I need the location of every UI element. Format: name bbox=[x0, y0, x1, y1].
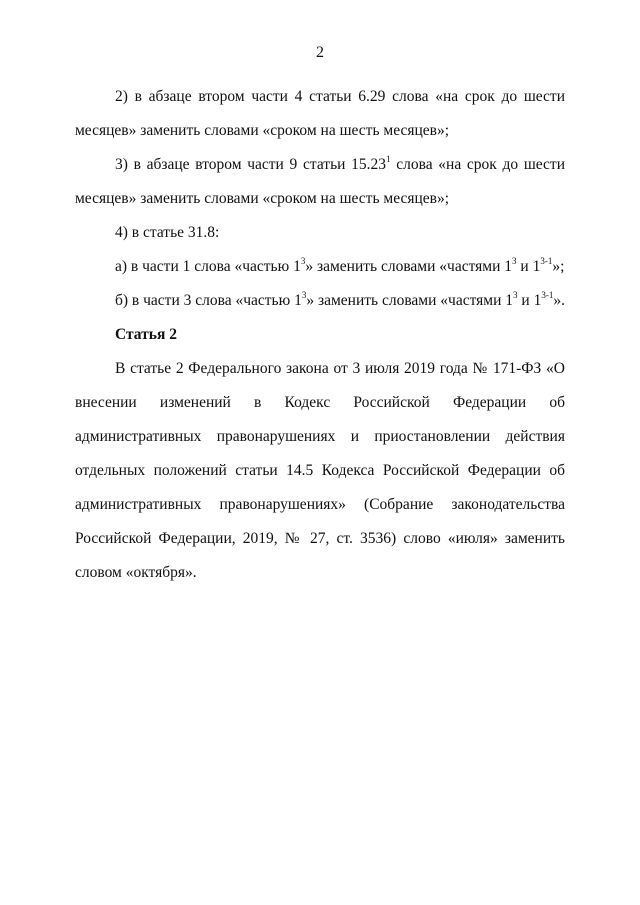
superscript: 3 bbox=[301, 289, 307, 300]
amendment-item-3 bbox=[75, 148, 565, 216]
subitem-a-part3: и 1 bbox=[516, 258, 541, 275]
article-body: В статье 2 Федерального закона от 3 июля 2019 года № 171-ФЗ «О внесении изменений в Кодекс Российской Федерации об административных правонарушениях и приостановлении действия отдельных положений статьи 14.5 Кодекса Российской Федерации об административных правонарушениях» (Собрание законодательства Российской Федерации, 2019, № 27, ст. 3536) слово «июля» заменить словом «октября». bbox=[75, 360, 565, 581]
subitem-a-part1: а) в части 1 слова «частью 1 bbox=[115, 258, 301, 275]
subitem-b-part3: и 1 bbox=[517, 292, 542, 309]
subitem-b-part1: б) в части 3 слова «частью 1 bbox=[115, 292, 302, 309]
subitem-a-part2: » заменить словами «частями 1 bbox=[305, 258, 513, 275]
superscript: 3-1 bbox=[541, 289, 554, 300]
subitem-b-part2: » заменить словами «частями 1 bbox=[306, 292, 514, 309]
amendment-item-2: 2) в абзаце втором части 4 статьи 6.29 слова «на срок до шести месяцев» заменить словами «сроком на шесть месяцев»; bbox=[75, 88, 565, 139]
amendment-subitem-b bbox=[75, 284, 565, 318]
page-number: 2 bbox=[316, 44, 324, 61]
superscript: 3 bbox=[513, 289, 518, 300]
superscript: 3 bbox=[300, 255, 306, 266]
superscript: 3 bbox=[512, 255, 517, 266]
amendment-item-4: 4) в статье 31.8: bbox=[115, 224, 220, 241]
superscript: 3-1 bbox=[540, 255, 553, 266]
subitem-a-part4: »; bbox=[552, 258, 565, 275]
article-heading: Статья 2 bbox=[115, 326, 177, 343]
amendment-item-3-text: 3) в абзаце втором части 9 статьи 15.23 bbox=[115, 156, 387, 173]
superscript: 1 bbox=[386, 153, 391, 164]
amendment-subitem-a bbox=[75, 250, 565, 284]
subitem-b-part4: ». bbox=[553, 292, 565, 309]
amendment-item-3-text-rest: слова «на срок до шести месяцев» заменить словами «сроком на шесть месяцев»; bbox=[75, 156, 565, 207]
document-body bbox=[75, 80, 565, 590]
